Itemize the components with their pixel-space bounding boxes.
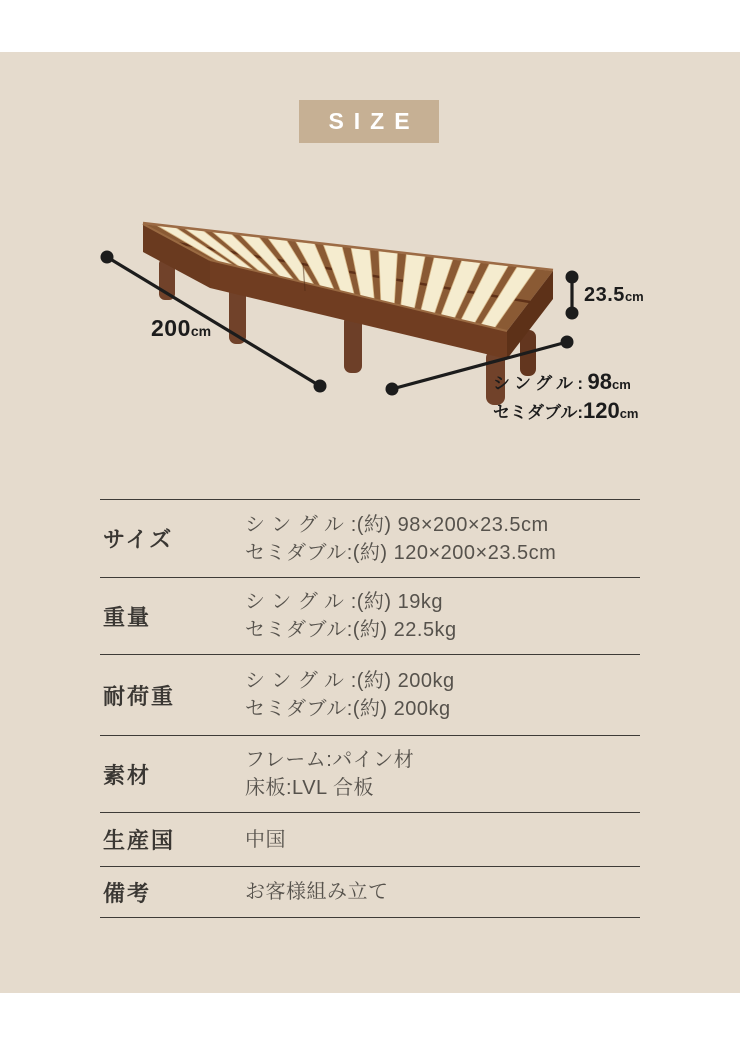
spec-value-line: セミダブル:(約) 22.5kg <box>245 619 457 641</box>
spec-value-line: シングル:(約) 19kg <box>245 591 444 613</box>
spec-value <box>245 588 640 644</box>
height-arrow <box>566 271 579 320</box>
spec-label: 生産国 <box>103 828 176 853</box>
spec-value-line: 床板:LVL 合板 <box>245 777 374 799</box>
spec-value-line: シングル:(約) 98×200×23.5cm <box>245 513 549 536</box>
spec-value-line: シングル:(約) 200kg <box>245 670 455 692</box>
spec-value-line: セミダブル:(約) 200kg <box>245 698 451 720</box>
size-badge-label: SIZE <box>328 108 420 134</box>
width-dimension-labels <box>493 369 639 427</box>
bed-frame <box>143 223 553 405</box>
height-dimension-label: 23.5cm <box>584 284 644 306</box>
bed-dimension-diagram <box>0 52 740 492</box>
spec-label: 耐荷重 <box>103 683 176 709</box>
spec-value <box>245 878 640 906</box>
spec-value-line: フレーム:パイン材 <box>245 749 415 771</box>
spec-row-load-capacity <box>100 654 640 735</box>
spec-table <box>100 499 640 918</box>
spec-value <box>245 511 640 567</box>
width-single-label: シングル:98cm <box>493 369 631 394</box>
spec-value-line: セミダブル:(約) 120×200×23.5cm <box>245 541 557 564</box>
spec-value <box>245 746 640 802</box>
spec-row-material <box>100 735 640 812</box>
size-section <box>0 52 740 993</box>
width-semidouble-label: セミダブル:120cm <box>493 398 639 423</box>
spec-row-weight <box>100 577 640 654</box>
spec-value <box>245 667 640 723</box>
spec-label: 備考 <box>103 880 152 906</box>
spec-value-line: 中国 <box>245 828 286 851</box>
spec-value <box>245 826 640 854</box>
spec-row-size <box>100 499 640 577</box>
spec-row-notes <box>100 866 640 917</box>
spec-label: 重量 <box>103 604 152 630</box>
spec-value-line: お客様組み立て <box>245 881 389 903</box>
spec-row-country <box>100 812 640 866</box>
spec-label: サイズ <box>103 527 174 552</box>
length-dimension-label: 200cm <box>151 315 212 341</box>
spec-label: 素材 <box>103 762 152 788</box>
